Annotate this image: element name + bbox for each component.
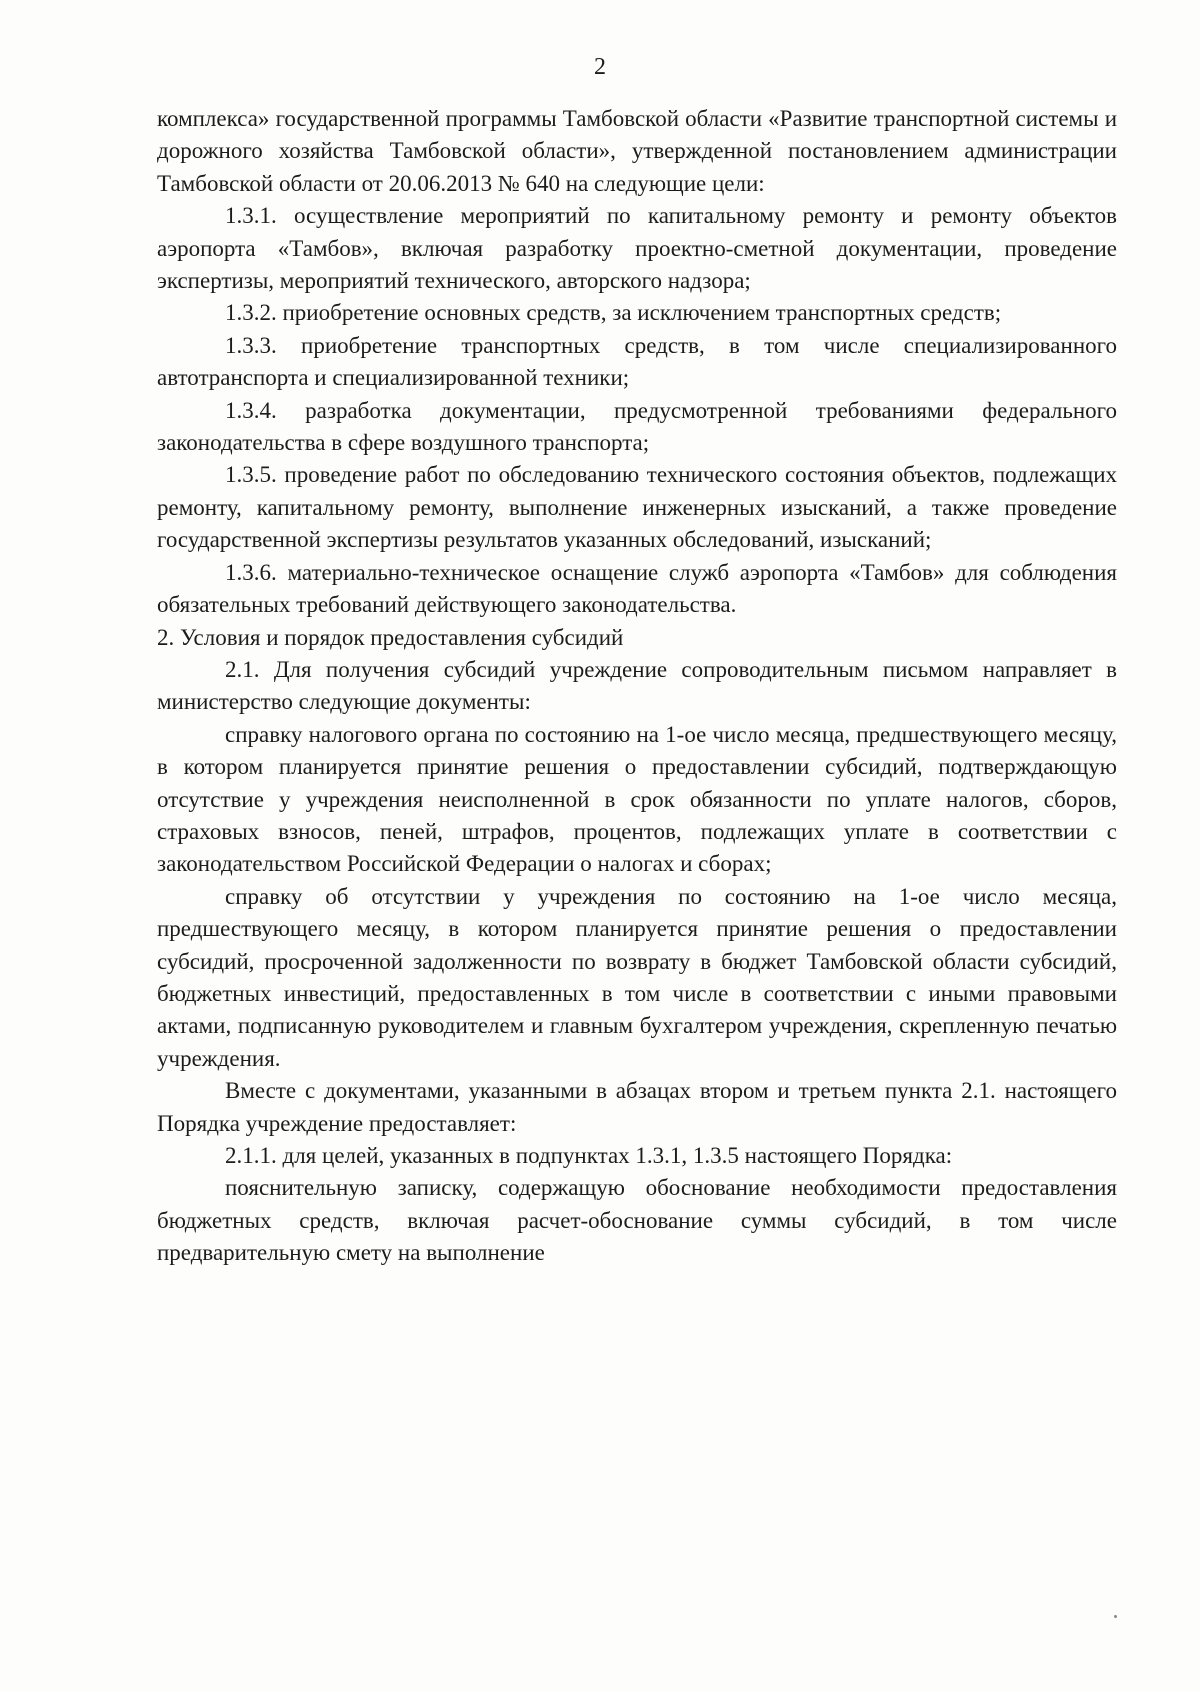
- scan-artifact-dot: [1114, 1615, 1117, 1618]
- paragraph-1-3-2: 1.3.2. приобретение основных средств, за исключением транспортных средств;: [225, 300, 1002, 326]
- paragraph-continuation: комплекса» государственной программы Тамбовской области «Развитие транспортной системы и дорожного хозяйства Тамбовской области», утвержденной постановлением администрации Тамбовской области от 20.06.2013 № 640 на следующие цели:: [157, 106, 1117, 196]
- document-body: [157, 103, 1117, 1270]
- paragraph-1-3-1: 1.3.1. осуществление мероприятий по капитальному ремонту и ремонту объектов аэропорта «Тамбов», включая разработку проектно-сметной документации, проведение экспертизы, мероприятий технического, авторского надзора;: [157, 203, 1117, 294]
- paragraph-1-3-6: 1.3.6. материально-техническое оснащение служб аэропорта «Тамбов» для соблюдения обязательных требований действующего законодательства.: [157, 559, 1117, 618]
- paragraph-2-1: 2.1. Для получения субсидий учреждение сопроводительным письмом направляет в министерство следующие документы:: [157, 656, 1117, 715]
- paragraph-explanatory-note: пояснительную записку, содержащую обоснование необходимости предоставления бюджетных средств, включая расчет-обоснование суммы субсидий, в том числе предварительную смету на выполнение: [157, 1175, 1117, 1266]
- page-number: 2: [594, 54, 606, 80]
- paragraph-1-3-4: 1.3.4. разработка документации, предусмотренной требованиями федерального законодательства в сфере воздушного транспорта;: [157, 397, 1117, 456]
- paragraph-1-3-5: 1.3.5. проведение работ по обследованию технического состояния объектов, подлежащих ремонту, капитальному ремонту, выполнение инженерных изысканий, а также проведение государственной экспертизы результатов указанных обследований, изысканий;: [157, 462, 1117, 553]
- paragraph-additional-documents: Вместе с документами, указанными в абзацах втором и третьем пункта 2.1. настоящего Порядка учреждение предоставляет:: [157, 1078, 1117, 1136]
- paragraph-tax-certificate: справку налогового органа по состоянию на 1-ое число месяца, предшествующего месяцу, в котором планируется принятие решения о предоставлении субсидий, подтверждающую отсутствие у учреждения неисполненной в срок обязанности по уплате налогов, сборов, страховых взносов, пеней, штрафов, процентов, подлежащих уплате в соответствии с законодательством Российской Федерации о налогах и сборах;: [157, 721, 1117, 877]
- paragraph-debt-certificate: справку об отсутствии у учреждения по состоянию на 1-ое число месяца, предшествующего месяцу, в котором планируется принятие решения о предоставлении субсидий, просроченной задолженности по возврату в бюджет Тамбовской области субсидий, бюджетных инвестиций, предоставленных в том числе в соответствии с иными правовыми актами, подписанную руководителем и главным бухгалтером учреждения, скрепленную печатью учреждения.: [157, 883, 1117, 1071]
- paragraph-1-3-3: 1.3.3. приобретение транспортных средств, в том числе специализированного автотранспорта и специализированной техники;: [157, 332, 1117, 391]
- paragraph-2-1-1: 2.1.1. для целей, указанных в подпунктах 1.3.1, 1.3.5 настоящего Порядка:: [225, 1143, 953, 1168]
- section-heading: 2. Условия и порядок предоставления субсидий: [157, 624, 624, 650]
